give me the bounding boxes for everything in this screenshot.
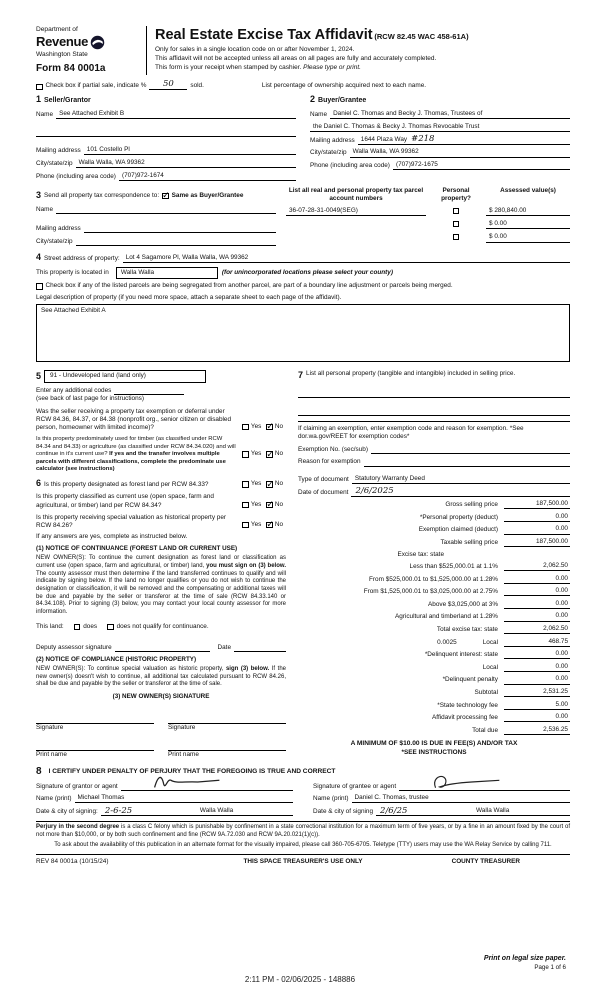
partial-sale-row: [36, 80, 570, 90]
seller-city-label: City/state/zip: [36, 159, 73, 167]
doc-type-field[interactable]: Statutory Warranty Deed: [352, 475, 570, 484]
print-note-block: [484, 955, 566, 972]
print-name-label: Print name: [168, 751, 199, 759]
grantee-name-label: Name (print): [313, 795, 349, 803]
s5q1-no-checkbox[interactable]: [266, 424, 273, 431]
revenue-logo-icon: [90, 35, 105, 50]
agricultural-label: Agricultural and timberland at 1.28%: [394, 613, 498, 621]
dor-logo-block: [36, 26, 146, 75]
section-2-number: 2: [310, 94, 316, 105]
new-owner-signature-title: (3) NEW OWNER(S) SIGNATURE: [112, 693, 210, 701]
certification-section: [36, 766, 570, 817]
total-due-label: Total due: [472, 726, 498, 734]
exemption-no-field[interactable]: [371, 445, 570, 454]
s6q1-yes-checkbox[interactable]: [242, 481, 249, 488]
state-technology-fee-value[interactable]: 5.00: [504, 701, 570, 710]
additional-codes-label: Enter any additional codes: [36, 387, 112, 395]
doc-date-field[interactable]: 2/6/2025: [351, 487, 570, 497]
s6q3-yes-checkbox[interactable]: [242, 522, 249, 529]
s5q1-yes-checkbox[interactable]: [242, 424, 249, 431]
personal-property-checkbox-2[interactable]: [453, 221, 460, 228]
s5q2-yes-checkbox[interactable]: [242, 451, 249, 458]
legal-description-label: Legal description of property (if you need more space, attach a separate sheet to each page of the affidavit).: [36, 293, 342, 301]
send-correspondence-label: Send all property tax correspondence to:: [44, 191, 160, 199]
grantee-name-field[interactable]: Daniel C. Thomas, trustee: [352, 794, 570, 803]
page-number: Page 1 of 6: [534, 964, 566, 972]
segregated-checkbox[interactable]: [36, 283, 43, 290]
buyer-grantee-section: [310, 94, 570, 180]
section-7-number: 7: [298, 369, 304, 380]
s6q2-no-checkbox[interactable]: [266, 502, 273, 509]
yes-label: Yes: [250, 480, 262, 488]
new-owner-signature-field-1[interactable]: [36, 715, 154, 724]
print-name-label: Print name: [36, 751, 67, 759]
additional-codes-note: (see back of last page for instructions): [36, 395, 144, 403]
seller-mailing-field[interactable]: 101 Costello Pl: [84, 146, 296, 155]
grantee-signature-field[interactable]: [399, 782, 570, 791]
no-label: No: [274, 521, 283, 529]
same-as-buyer-checkbox[interactable]: [162, 193, 169, 200]
total-excise-state-value[interactable]: 2,062.50: [504, 625, 570, 634]
form-number: Form 84 0001a: [36, 62, 106, 74]
new-owner-print-name-field-1[interactable]: [36, 742, 154, 751]
grantor-name-field[interactable]: Michael Thomas: [75, 794, 293, 803]
footer-row: [36, 854, 570, 866]
header-note-2: This affidavit will not be accepted unless all areas on all pages are fully and accurately completed.: [155, 54, 437, 62]
parcel-row: [286, 233, 570, 242]
section-3-number: 3: [36, 190, 42, 201]
segregated-label: Check box if any of the listed parcels are being segregated from another parcel, are part of a boundary line adjustment or parcels being merged.: [45, 282, 453, 290]
tier2-value[interactable]: 0.00: [504, 575, 570, 584]
tier1-label: Less than $525,000.01 at 1.1%: [409, 563, 498, 571]
excise-tax-state-header: Excise tax: state: [397, 550, 444, 558]
deputy-assessor-label: Deputy assessor signature: [36, 643, 112, 651]
grantee-signature-block: [313, 778, 570, 816]
affidavit-processing-fee-value[interactable]: 0.00: [504, 713, 570, 722]
seller-grantor-section: [36, 94, 296, 180]
delinquent-interest-local-value[interactable]: 0.00: [504, 663, 570, 672]
s6q1-no-checkbox[interactable]: [266, 481, 273, 488]
additional-codes-field[interactable]: [114, 386, 184, 395]
local-label: Local: [482, 638, 498, 646]
tier4-label: Above $3,025,000 at 3%: [428, 600, 498, 608]
does-label: does: [83, 622, 98, 630]
selling-price-section: [298, 370, 570, 760]
located-in-label: This property is located in: [36, 268, 109, 276]
sold-label: sold.: [190, 82, 204, 90]
property-tax-correspondence-section: [36, 187, 570, 246]
street-address-section: [36, 252, 570, 362]
accessibility-notice: To ask about the availability of this publication in an alternate format for the visually impaired, please call 360-705-6705. Teletype (TTY) users may use the WA Relay Service by calling 711.: [54, 841, 552, 848]
corr-mailing-field[interactable]: [84, 224, 276, 233]
gross-selling-price-label: Gross selling price: [445, 501, 498, 509]
delinquent-interest-state-label: *Delinquent interest: state: [424, 651, 498, 659]
grantor-date-city-label: Date & city of signing:: [36, 808, 98, 816]
personal-property-header: Personal property?: [441, 186, 471, 202]
local-rate-value[interactable]: 0.0025: [437, 638, 457, 646]
affidavit-processing-fee-label: Affidavit processing fee: [432, 714, 498, 722]
ownership-percentage-note: List percentage of ownership acquired next to each name.: [261, 82, 427, 90]
divider: [298, 421, 570, 422]
exemption-note: If claiming an exemption, enter exemption code and reason for exemption. *See dor.wa.gov/REET for exemption codes*: [298, 425, 524, 441]
tier1-value[interactable]: 2,062.50: [504, 562, 570, 571]
local-tax-value[interactable]: 468.75: [504, 638, 570, 647]
corr-name-field[interactable]: [56, 205, 276, 214]
tier3-value[interactable]: 0.00: [504, 587, 570, 596]
deputy-assessor-signature-field[interactable]: [115, 643, 210, 652]
personal-property-list-field-1[interactable]: [298, 389, 570, 398]
parcel-number-field-3[interactable]: [286, 234, 426, 242]
delinquent-interest-local-label: Local: [482, 663, 498, 671]
seller-phone-field[interactable]: (707)972-1674: [119, 172, 296, 181]
buyer-name-label: Name: [310, 110, 328, 118]
local-rate-row: [298, 639, 504, 647]
personal-property-deduct-value[interactable]: 0.00: [504, 513, 570, 522]
land-use-section: [36, 370, 286, 760]
grantor-name-label: Name (print): [36, 795, 72, 803]
no-label: No: [274, 423, 283, 431]
no-label: No: [274, 480, 283, 488]
exemption-no-label: Exemption No. (sec/sub): [298, 445, 368, 453]
form-header: [36, 26, 570, 75]
subtotal-label: Subtotal: [474, 688, 498, 696]
county-treasurer-label: COUNTY TREASURER: [451, 857, 520, 865]
buyer-city-label: City/state/zip: [310, 149, 347, 157]
wa-state-label: Washington State: [36, 51, 88, 59]
personal-property-checkbox-3[interactable]: [453, 234, 460, 241]
assessed-value-field-3[interactable]: $ 0.00: [486, 233, 570, 242]
taxable-selling-price-label: Taxable selling price: [440, 538, 498, 546]
exemption-claimed-label: Exemption claimed (deduct): [418, 526, 498, 534]
grantor-signature: [151, 773, 223, 791]
county-select[interactable]: Walla Walla: [116, 267, 218, 279]
deputy-date-label: Date: [217, 643, 231, 651]
title-block: [146, 26, 570, 75]
taxable-selling-price-value[interactable]: 187,500.00: [504, 538, 570, 547]
assessed-values-header: Assessed value(s): [500, 186, 556, 194]
corr-city-field[interactable]: [76, 237, 276, 246]
buyer-name-field-2[interactable]: the Daniel C. Thomas & Becky J. Thomas Revocable Trust: [310, 123, 570, 132]
delinquent-penalty-value[interactable]: 0.00: [504, 675, 570, 684]
header-note-1: Only for sales in a single location code on or after November 1, 2024.: [155, 45, 355, 53]
personal-property-checkbox-1[interactable]: [453, 208, 460, 215]
dept-of-label: Department of: [36, 26, 78, 33]
personal-property-list-field-2[interactable]: [298, 407, 570, 416]
seller-name-field[interactable]: See Attached Exhibit B: [56, 110, 296, 119]
historic-property-question: Is this property receiving special valuation as historical property per RCW 84.26?: [36, 513, 227, 530]
certify-statement: I CERTIFY UNDER PENALTY OF PERJURY THAT THE FOREGOING IS TRUE AND CORRECT: [48, 767, 336, 775]
buyer-city-field[interactable]: Walla Walla, WA 99362: [350, 148, 570, 157]
section-4-number: 4: [36, 251, 42, 262]
buyer-name-field[interactable]: Daniel C. Thomas and Becky J. Thomas, Trustees of: [330, 110, 570, 119]
grantee-date-field[interactable]: 2/6/25: [376, 807, 473, 817]
exemption-claimed-value[interactable]: 0.00: [504, 525, 570, 534]
buyer-title: Buyer/Grantee: [318, 97, 367, 105]
street-address-label: Street address of property:: [44, 255, 120, 263]
no-label: No: [274, 500, 283, 508]
reason-exemption-label: Reason for exemption: [298, 458, 361, 466]
seller-city-field[interactable]: Walla Walla, WA 99362: [76, 159, 296, 168]
s5q2-no-checkbox[interactable]: [266, 451, 273, 458]
partial-sale-checkbox[interactable]: [36, 84, 43, 91]
grantor-signature-field[interactable]: [121, 782, 293, 791]
grantee-signature: [429, 773, 503, 791]
land-use-code-select[interactable]: 91 - Undeveloped land (land only): [44, 370, 206, 383]
seller-title: Seller/Grantor: [44, 97, 91, 105]
grantor-date-field[interactable]: 2-6-25: [101, 807, 197, 817]
street-address-field[interactable]: Lot 4 Sagamore Pl, Walla Walla, WA 99362: [123, 254, 570, 263]
s6q2-yes-checkbox[interactable]: [242, 502, 249, 509]
forest-land-section: [36, 478, 286, 490]
grantor-signature-label: Signature of grantor or agent: [36, 782, 118, 790]
tier3-label: From $1,525,000.01 to $3,025,000.00 at 2.75%: [363, 588, 498, 596]
land-does-checkbox[interactable]: [74, 624, 81, 631]
scan-timestamp: 2:11 PM - 02/06/2025 - 148886: [244, 974, 356, 984]
s6q3-no-checkbox[interactable]: [266, 522, 273, 529]
grantor-signature-block: [36, 778, 293, 816]
agricultural-value[interactable]: 0.00: [504, 612, 570, 621]
partial-sale-percent-field[interactable]: 50: [149, 80, 187, 90]
total-excise-state-label: Total excise tax: state: [436, 626, 498, 634]
does-not-label: does not qualify for continuance.: [116, 622, 209, 630]
forest-land-question: Is this property designated as forest land per RCW 84.33?: [44, 480, 209, 488]
this-land-label: This land:: [36, 622, 64, 630]
header-note-3: This form is your receipt when stamped by cashier. Please type or print.: [155, 64, 361, 72]
buyer-phone-label: Phone (including area code): [310, 162, 390, 169]
title-rcw-ref: (RCW 82.45 WAC 458-61A): [374, 32, 469, 41]
yes-label: Yes: [250, 521, 262, 529]
yes-label: Yes: [250, 500, 262, 508]
minimum-due-note: A MINIMUM OF $10.00 IS DUE IN FEE(S) AND/OR TAX: [350, 739, 518, 747]
section-5-number: 5: [36, 370, 42, 381]
signature-label: Signature: [36, 724, 64, 732]
compliance-notice-title: (2) NOTICE OF COMPLIANCE (HISTORIC PROPERTY): [36, 656, 197, 664]
doc-type-label: Type of document: [298, 475, 349, 483]
deputy-date-field[interactable]: [234, 643, 286, 652]
assessed-value-field-1[interactable]: $ 280,840.00: [486, 207, 570, 216]
assessed-value-field-2[interactable]: $ 0.00: [486, 220, 570, 229]
delinquent-penalty-label: *Delinquent penalty: [442, 676, 498, 684]
subtotal-value[interactable]: 2,531.25: [504, 688, 570, 697]
page-title: Real Estate Excise Tax Affidavit: [155, 27, 373, 43]
section-8-number: 8: [36, 765, 42, 777]
tax-exemption-question: Was the seller receiving a property tax exemption or deferral under RCW 84.36, 84.37, or 84.38 (nonprofit org., senior citizen or disabled person, homeowner with limited income)?: [36, 407, 232, 432]
see-instructions-note: *SEE INSTRUCTIONS: [401, 749, 467, 757]
land-does-not-checkbox[interactable]: [107, 624, 114, 631]
personal-property-list-label: List all personal property (tangible and intangible) included in selling price.: [306, 369, 516, 377]
corr-city-label: City/state/zip: [36, 237, 73, 245]
if-yes-instruction: If any answers are yes, complete as instructed below.: [36, 533, 188, 541]
treasurer-space-label: THIS SPACE TREASURER'S USE ONLY: [243, 857, 363, 865]
tax-computation: [298, 500, 570, 735]
continuance-notice-title: (1) NOTICE OF CONTINUANCE (FOREST LAND OR CURRENT USE): [36, 545, 238, 553]
same-as-buyer-label: Same as Buyer/Grantee: [171, 191, 244, 199]
no-label: No: [274, 450, 283, 458]
delinquent-interest-state-value[interactable]: 0.00: [504, 650, 570, 659]
land-qualify-row: [36, 623, 286, 631]
yes-label: Yes: [250, 423, 262, 431]
seller-name-label: Name: [36, 110, 54, 118]
section-1-number: 1: [36, 94, 42, 105]
parcel-number-field[interactable]: 36-07-28-31-0049(SEG): [286, 207, 426, 216]
located-in-note: (for unincorporated locations please select your county): [221, 268, 393, 276]
perjury-notice: Perjury in the second degree is a class C felony which is punishable by confinement in a state correctional institution for a maximum term of five years, or by a fine in an amount fixed by the court of not more than $10,000, or by both such confinement and fine (RCW 9A.72.030 and RCW 9A.20.021(1)(c)).: [36, 824, 570, 839]
buyer-mailing-label: Mailing address: [310, 136, 355, 144]
grantee-signature-label: Signature of grantee or agent: [313, 782, 397, 790]
parcel-number-field-2[interactable]: [286, 221, 426, 229]
section-6-number: 6: [36, 477, 42, 488]
buyer-phone-field[interactable]: (707)972-1675: [393, 161, 570, 170]
grantee-date-city-label: Date & city of signing: [313, 808, 374, 816]
tier2-label: From $525,000.01 to $1,525,000.00 at 1.28%: [369, 575, 498, 583]
new-owner-print-name-field-2[interactable]: [168, 742, 286, 751]
new-owner-signature-field-2[interactable]: [168, 715, 286, 724]
corr-mailing-label: Mailing address: [36, 225, 81, 233]
state-technology-fee-label: *State technology fee: [437, 701, 498, 709]
seller-phone-label: Phone (including area code): [36, 172, 116, 180]
doc-date-label: Date of document: [298, 488, 349, 496]
parcel-table: [286, 187, 570, 246]
seller-mailing-label: Mailing address: [36, 147, 81, 155]
partial-sale-label: Check box if partial sale, indicate %: [45, 82, 147, 90]
legal-description-field[interactable]: See Attached Exhibit A: [36, 304, 570, 362]
continuance-notice-body: NEW OWNER(S): To continue the current designation as forest land or classification as current use (open space, farm and agricultural, or timber) land, you must sign on (3) below. The county assessor must then determine if the land transferred continues to qualify and will indicate by signing below. If the land no longer qualifies or you do not wish to continue the designation or classification, it will be removed and the compensating or additional taxes will be due and payable by the seller or transferor at the time of sale (RCW 84.33.140 or 84.34.108). Prior to signing (3) below, you may contact your local county assessor for more information.: [36, 555, 286, 616]
revenue-wordmark: Revenue: [36, 34, 89, 50]
rev-number: REV 84 0001a (10/15/24): [36, 857, 109, 865]
parcel-row: [286, 220, 570, 229]
divider: [36, 821, 570, 822]
signature-label: Signature: [168, 724, 196, 732]
parcel-row: [286, 207, 570, 216]
buyer-mailing-field[interactable]: 1644 Plaza Way #218: [358, 135, 570, 145]
current-use-question: Is this property classified as current use (open space, farm and agricultural, or timber) land per RCW 84.34?: [36, 493, 214, 509]
compliance-notice-body: NEW OWNER(S): To continue special valuation as historic property, sign (3) below. If the new owner(s) doesn't wish to continue, all additional tax calculated pursuant to RCW 84.26, shall be due and payable by the seller or transferor at the time of sale.: [36, 666, 286, 688]
seller-name-field-2[interactable]: [36, 128, 296, 137]
legal-size-note: Print on legal size paper.: [483, 955, 566, 963]
yes-label: Yes: [250, 450, 262, 458]
total-due-value[interactable]: 2,536.25: [504, 726, 570, 735]
timber-use-question: Is this property predominately used for timber (as classified under RCW 84.34 and 84.33) or agriculture (as classified under RCW 84.34.020) and will continue in it's current use? If yes and the transfer involves multiple parcels with different classifications, complete the predominate use calculator (see instructions): [36, 436, 236, 473]
gross-selling-price-value[interactable]: 187,500.00: [504, 500, 570, 509]
grantor-city-field[interactable]: Walla Walla: [197, 807, 293, 816]
reason-exemption-field[interactable]: [364, 458, 570, 467]
tier4-value[interactable]: 0.00: [504, 600, 570, 609]
corr-name-label: Name: [36, 206, 54, 214]
parcel-numbers-header: List all real and personal property tax parcel account numbers: [288, 186, 424, 202]
grantee-city-field[interactable]: Walla Walla: [473, 807, 570, 816]
personal-property-deduct-label: *Personal property (deduct): [419, 513, 498, 521]
